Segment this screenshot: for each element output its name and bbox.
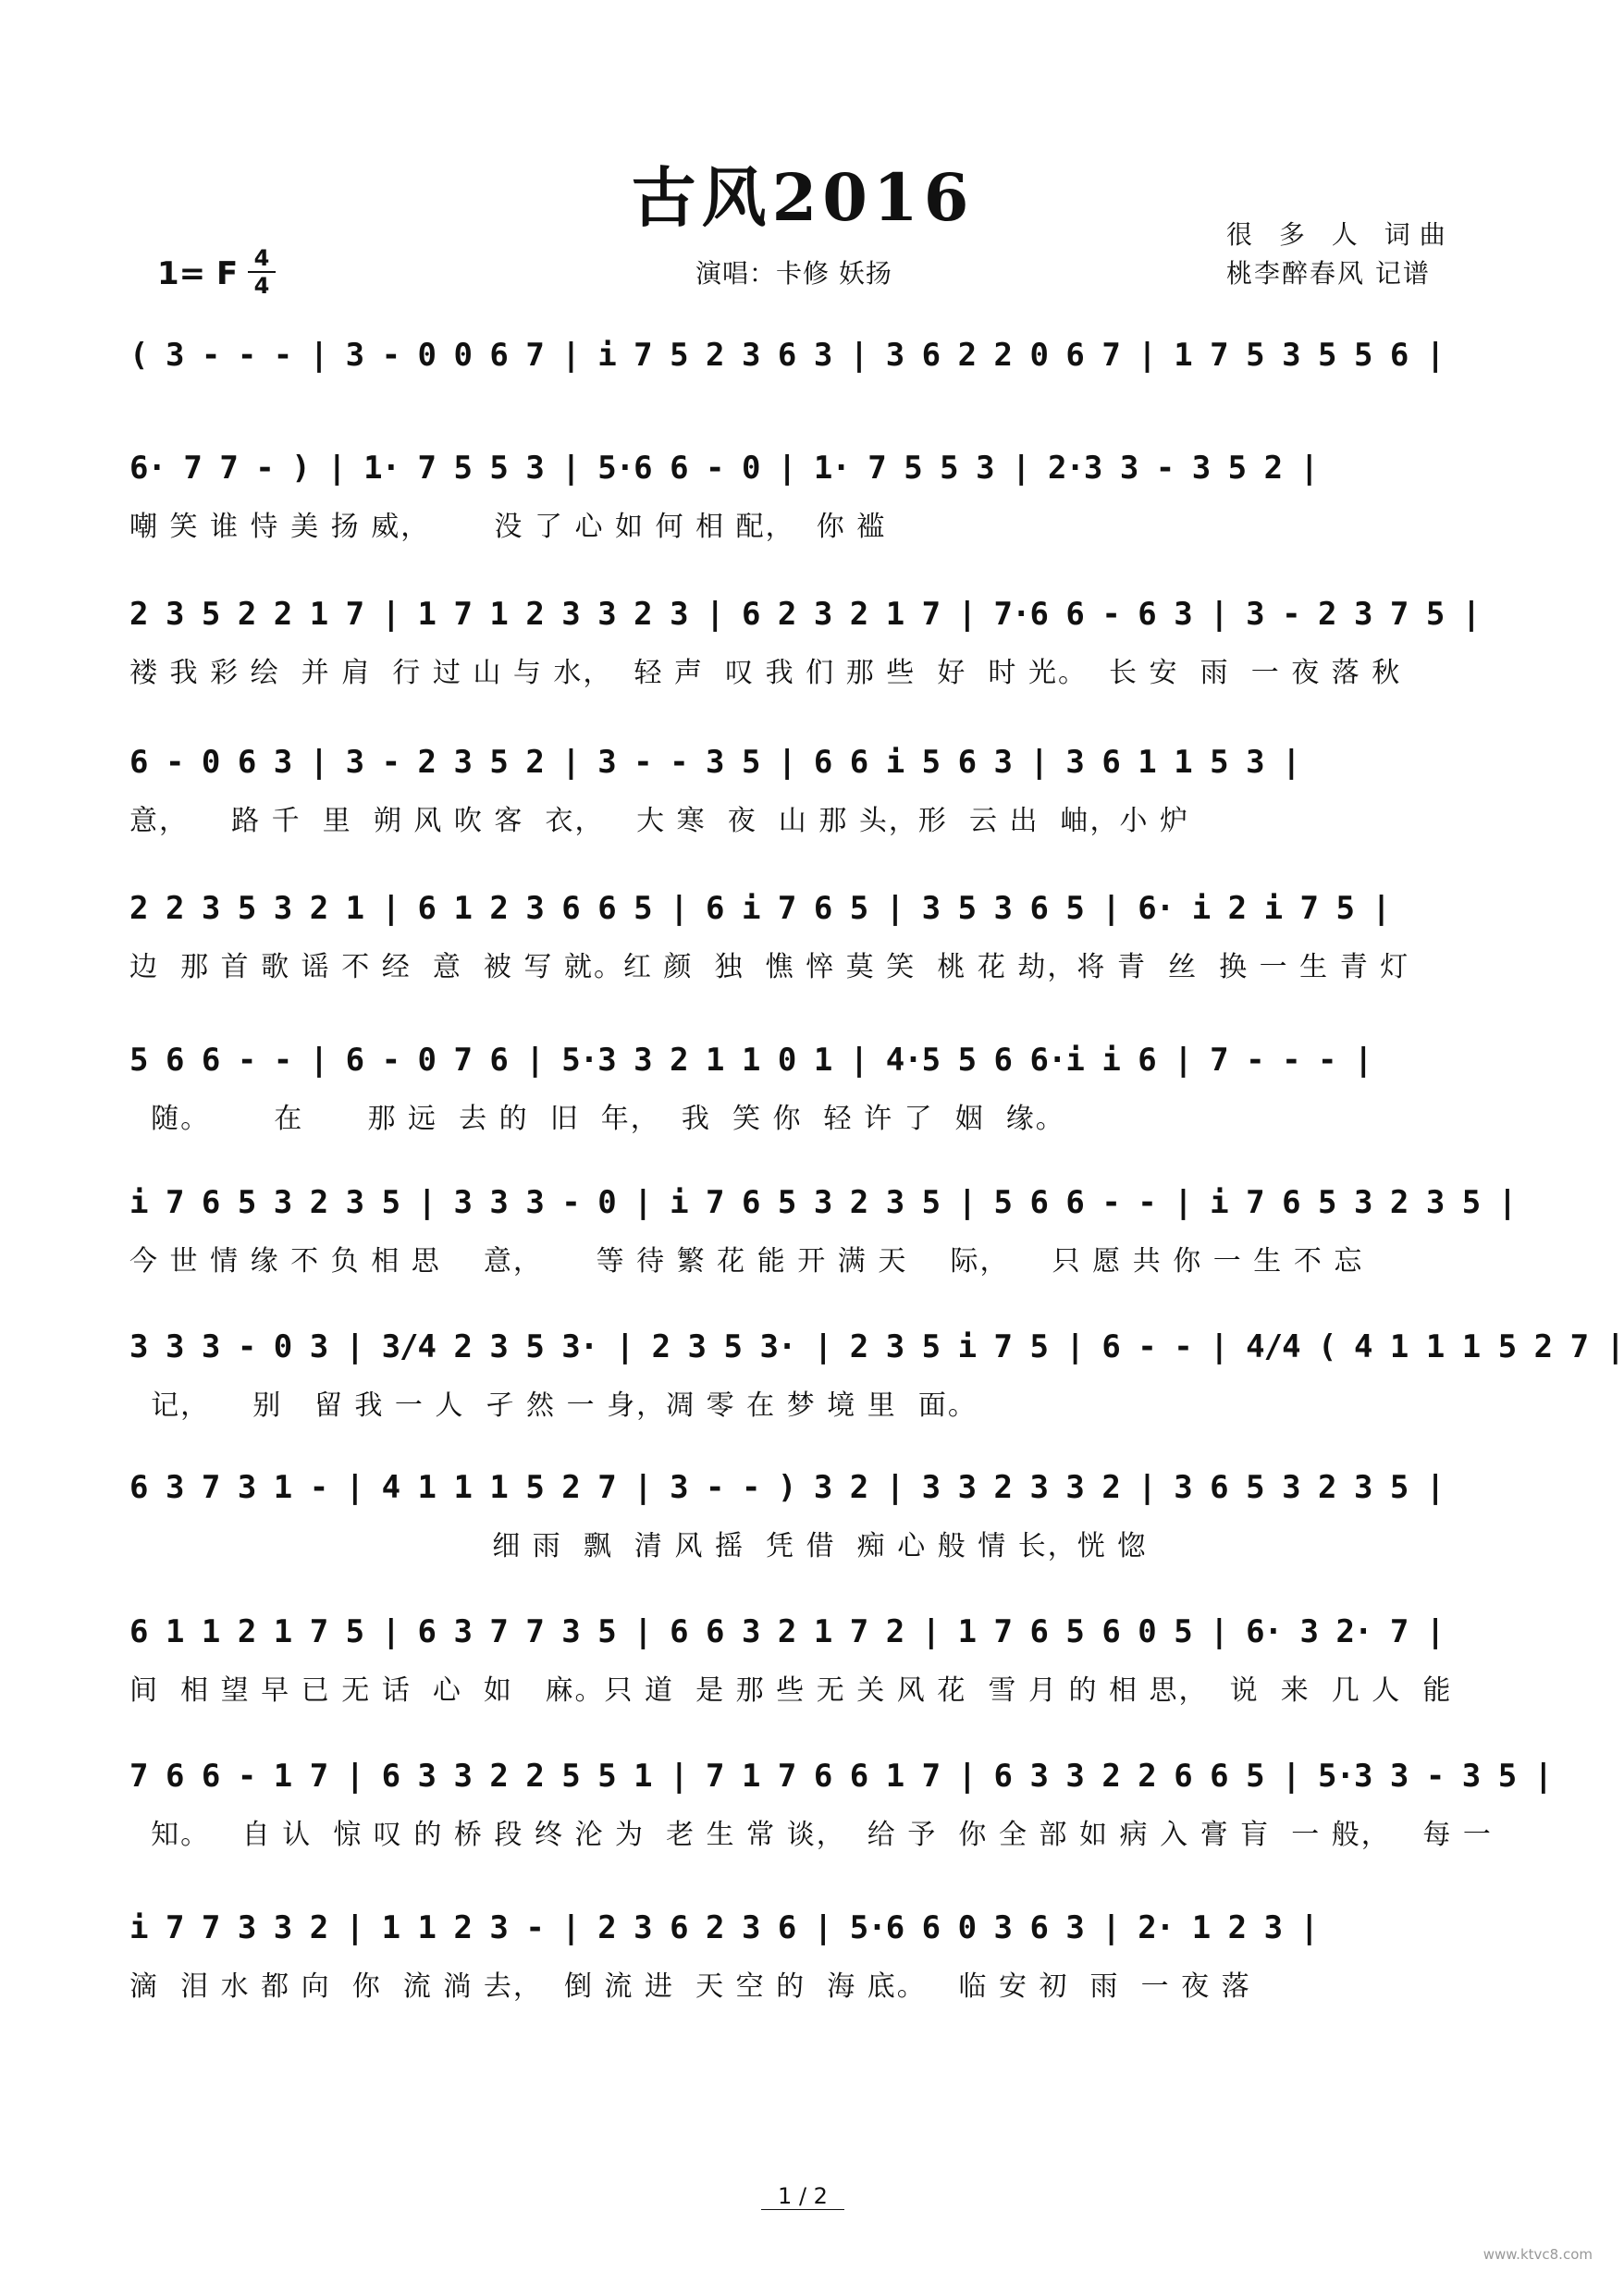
time-signature	[248, 246, 276, 298]
page-title: 古风2016	[631, 159, 975, 236]
composer-credit: 很 多 人 词曲	[1226, 219, 1455, 250]
notation-line: 5 6 6 - - | 6 - 0 7 6 | 5·3 3 2 1 1 0 1 | 4·5 5 6 6·i i 6 | 7 - - - |	[129, 1042, 1372, 1079]
notation-line: 3 3 3 - 0 3 | 3/4 2 3 5 3· | 2 3 5 3· | 2 3 5 i 7 5 | 6 - - | 4/4 ( 4 1 1 1 5 2 7 |	[129, 1328, 1624, 1365]
transcriber-credit: 桃李醉春风 记谱	[1226, 258, 1431, 289]
page-number	[0, 2183, 1606, 2209]
notation-line: 6 - 0 6 3 | 3 - 2 3 5 2 | 3 - - 3 5 | 6 6 i 5 6 3 | 3 6 1 1 5 3 |	[129, 744, 1300, 781]
lyrics-line	[129, 396, 1461, 433]
lyrics-line: 细 雨 飘 清 风 摇 凭 借 痴 心 般 情 长，恍 惚	[129, 1530, 1148, 1562]
notation-line: 6 3 7 3 1 - | 4 1 1 1 5 2 7 | 3 - - ) 3 2 | 3 3 2 3 3 2 | 3 6 5 3 2 3 5 |	[129, 1469, 1445, 1506]
time-signature-top: 4	[253, 245, 270, 271]
time-signature-bottom: 4	[253, 273, 270, 299]
key-signature: 1= F	[157, 255, 239, 292]
lyrics-line: 边 那 首 歌 谣 不 经 意 被 写 就。红 颜 独 憔 悴 莫 笑 桃 花 劫，将 青 丝 换 一 生 青 灯	[129, 951, 1410, 983]
lyrics-line: 记， 别 留 我 一 人 孑 然 一 身，凋 零 在 梦 境 里 面。	[129, 1389, 978, 1422]
lyrics-line: 知。 自 认 惊 叹 的 桥 段 终 沦 为 老 生 常 谈， 给 予 你 全 部 如 病 入 膏 肓 一 般， 每 一	[129, 1819, 1493, 1851]
notation-line: ( 3 - - - | 3 - 0 0 6 7 | i 7 5 2 3 6 3 | 3 6 2 2 0 6 7 | 1 7 5 3 5 5 6 |	[129, 337, 1445, 374]
notation-line: i 7 6 5 3 2 3 5 | 3 3 3 - 0 | i 7 6 5 3 2 3 5 | 5 6 6 - - | i 7 6 5 3 2 3 5 |	[129, 1184, 1517, 1221]
lyrics-line: 意， 路 千 里 朔 风 吹 客 衣， 大 寒 夜 山 那 头，形 云 出 岫，小 炉	[129, 805, 1190, 837]
notation-line: 2 2 3 5 3 2 1 | 6 1 2 3 6 6 5 | 6 i 7 6 5 | 3 5 3 6 5 | 6· i 2 i 7 5 |	[129, 890, 1390, 927]
lyrics-line: 褛 我 彩 绘 并 肩 行 过 山 与 水， 轻 声 叹 我 们 那 些 好 时 光。 长 安 雨 一 夜 落 秋	[129, 657, 1402, 689]
lyrics-line: 今 世 情 缘 不 负 相 思 意， 等 待 繁 花 能 开 满 天 际， 只 愿 共 你 一 生 不 忘	[129, 1245, 1364, 1278]
lyrics-line: 间 相 望 早 已 无 话 心 如 麻。只 道 是 那 些 无 关 风 花 雪 月 的 相 思， 说 来 几 人 能	[129, 1674, 1453, 1707]
singer-credit: 演唱：卡修 妖扬	[695, 258, 892, 289]
page-number-text: 1 / 2	[761, 2183, 844, 2210]
notation-line: i 7 7 3 3 2 | 1 1 2 3 - | 2 3 6 2 3 6 | 5·6 6 0 3 6 3 | 2· 1 2 3 |	[129, 1909, 1319, 1946]
notation-line: 7 6 6 - 1 7 | 6 3 3 2 2 5 5 1 | 7 1 7 6 6 1 7 | 6 3 3 2 2 6 6 5 | 5·3 3 - 3 5 |	[129, 1758, 1553, 1795]
lyrics-line: 滴 泪 水 都 向 你 流 淌 去， 倒 流 进 天 空 的 海 底。 临 安 初 雨 一 夜 落	[129, 1970, 1251, 2003]
notation-line: 6· 7 7 - ) | 1· 7 5 5 3 | 5·6 6 - 0 | 1· 7 5 5 3 | 2·3 3 - 3 5 2 |	[129, 450, 1319, 487]
notation-line: 6 1 1 2 1 7 5 | 6 3 7 7 3 5 | 6 6 3 2 1 7 2 | 1 7 6 5 6 0 5 | 6· 3 2· 7 |	[129, 1613, 1445, 1650]
lyrics-line: 嘲 笑 谁 恃 美 扬 威， 没 了 心 如 何 相 配， 你 褴	[129, 511, 887, 543]
lyrics-line: 随。 在 那 远 去 的 旧 年， 我 笑 你 轻 许 了 姻 缘。	[129, 1103, 1065, 1135]
notation-line: 2 3 5 2 2 1 7 | 1 7 1 2 3 3 2 3 | 6 2 3 2 1 7 | 7·6 6 - 6 3 | 3 - 2 3 7 5 |	[129, 596, 1481, 633]
watermark: www.ktvc8.com	[1483, 2246, 1593, 2263]
